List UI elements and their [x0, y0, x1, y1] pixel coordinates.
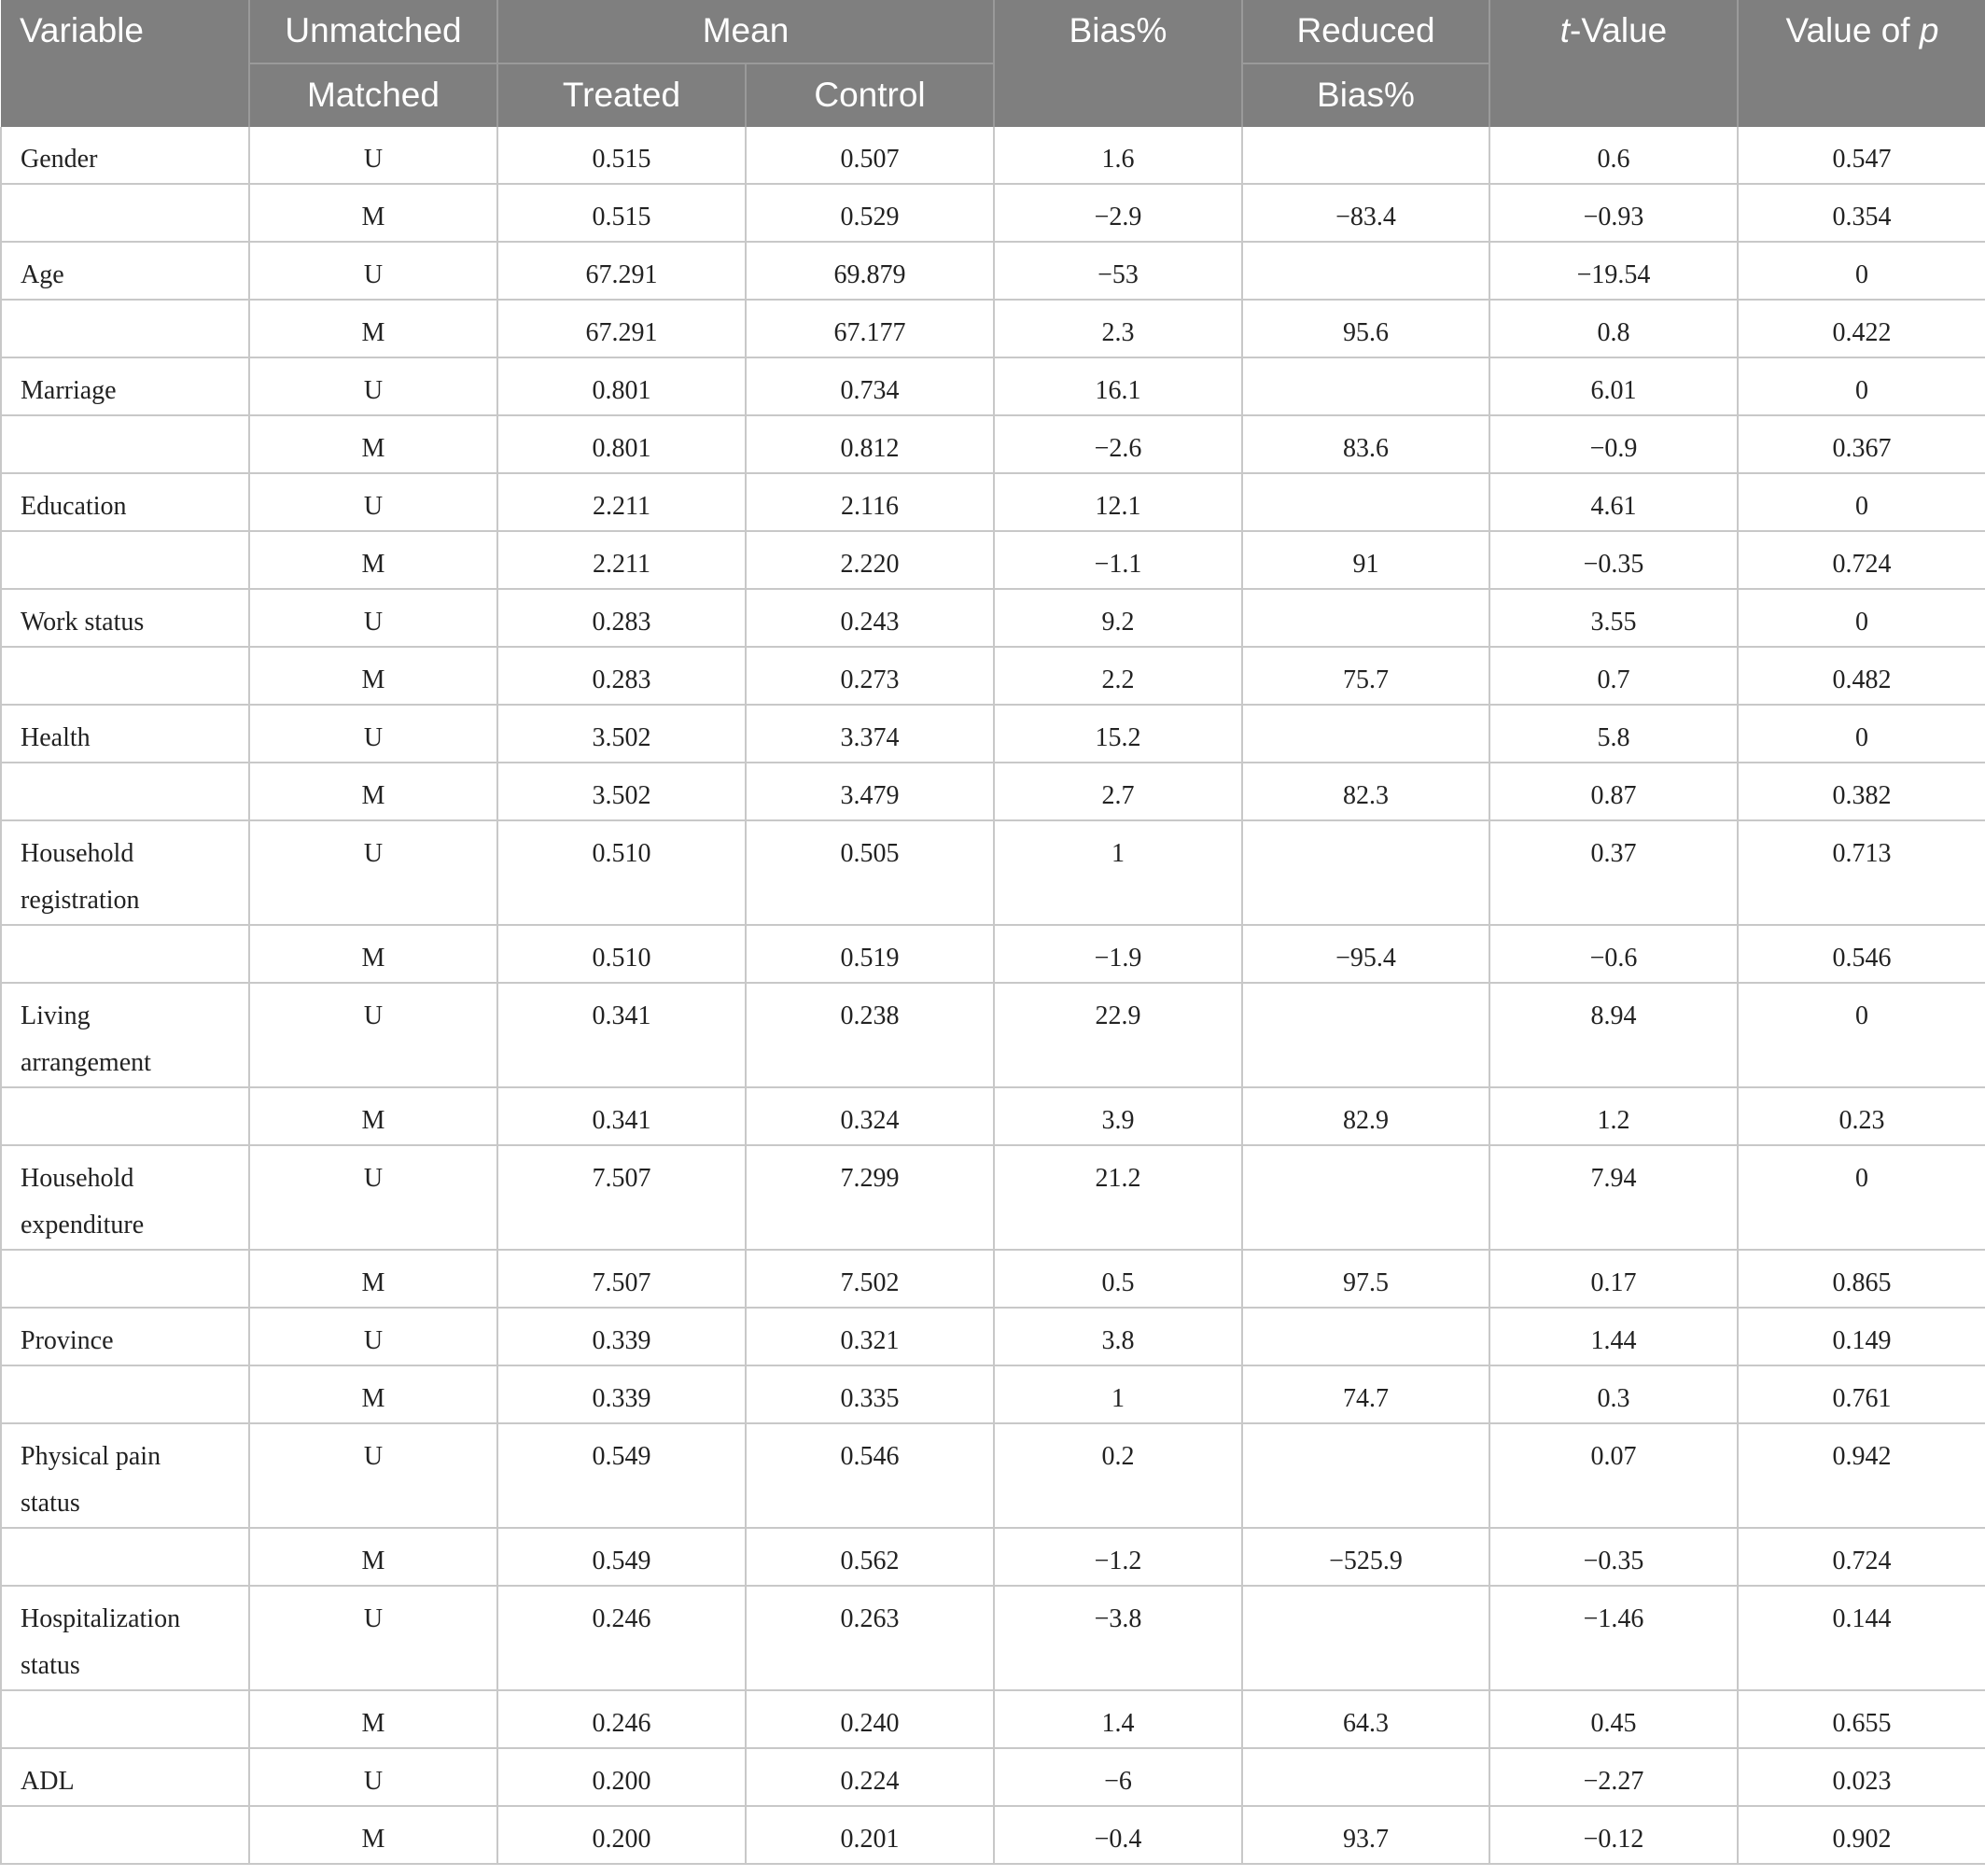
cell-control-mean: 0.201	[746, 1806, 994, 1864]
cell-treated-mean: 0.801	[497, 357, 746, 415]
cell-variable	[1, 589, 249, 647]
table-row	[1, 1528, 1985, 1586]
cell-variable	[1, 1308, 249, 1365]
cell-p-value: 0.367	[1738, 415, 1985, 473]
cell-p-value: 0.149	[1738, 1308, 1985, 1365]
variable-name: Work status	[21, 608, 145, 637]
table-row	[1, 1748, 1985, 1806]
cell-treated-mean: 0.339	[497, 1365, 746, 1423]
variable-name: Province	[21, 1326, 114, 1355]
table-row	[1, 1365, 1985, 1423]
cell-treated-mean: 0.515	[497, 127, 746, 184]
cell-unmatched-matched: U	[249, 705, 497, 763]
cell-treated-mean: 0.549	[497, 1528, 746, 1586]
cell-unmatched-matched: U	[249, 1145, 497, 1250]
cell-treated-mean: 3.502	[497, 763, 746, 820]
cell-t-value: 0.17	[1489, 1250, 1738, 1308]
cell-variable	[1, 1423, 249, 1528]
cell-control-mean: 0.546	[746, 1423, 994, 1528]
variable-name: Marriage	[21, 376, 117, 405]
cell-p-value: 0.713	[1738, 820, 1985, 925]
cell-treated-mean: 0.549	[497, 1423, 746, 1528]
cell-p-value: 0.724	[1738, 531, 1985, 589]
cell-unmatched-matched: U	[249, 983, 497, 1087]
cell-t-value: 5.8	[1489, 705, 1738, 763]
cell-variable	[1, 1365, 249, 1423]
cell-bias: −3.8	[994, 1586, 1242, 1690]
header-p-prefix: Value of	[1785, 11, 1920, 49]
cell-unmatched-matched: M	[249, 1250, 497, 1308]
cell-reduced-bias: 93.7	[1242, 1806, 1489, 1864]
cell-reduced-bias	[1242, 983, 1489, 1087]
cell-variable	[1, 184, 249, 242]
cell-treated-mean: 0.283	[497, 647, 746, 705]
variable-name-line2: expenditure	[21, 1211, 145, 1239]
variable-name: Household	[21, 1164, 134, 1193]
cell-reduced-bias: 64.3	[1242, 1690, 1489, 1748]
table-row	[1, 127, 1985, 184]
cell-bias: 0.5	[994, 1250, 1242, 1308]
table-row	[1, 242, 1985, 300]
cell-treated-mean: 0.283	[497, 589, 746, 647]
cell-unmatched-matched: U	[249, 242, 497, 300]
cell-variable	[1, 531, 249, 589]
cell-variable	[1, 1145, 249, 1250]
table-row	[1, 473, 1985, 531]
cell-bias: 3.8	[994, 1308, 1242, 1365]
header-control: Control	[746, 63, 994, 127]
cell-control-mean: 0.263	[746, 1586, 994, 1690]
cell-reduced-bias	[1242, 1423, 1489, 1528]
cell-control-mean: 2.116	[746, 473, 994, 531]
cell-unmatched-matched: U	[249, 1748, 497, 1806]
cell-treated-mean: 0.510	[497, 925, 746, 983]
cell-reduced-bias	[1242, 357, 1489, 415]
cell-t-value: −2.27	[1489, 1748, 1738, 1806]
variable-name: Household	[21, 839, 134, 868]
cell-variable	[1, 242, 249, 300]
cell-p-value: 0	[1738, 705, 1985, 763]
cell-bias: 21.2	[994, 1145, 1242, 1250]
cell-treated-mean: 0.246	[497, 1690, 746, 1748]
cell-treated-mean: 3.502	[497, 705, 746, 763]
cell-bias: 22.9	[994, 983, 1242, 1087]
cell-bias: 3.9	[994, 1087, 1242, 1145]
cell-p-value: 0.865	[1738, 1250, 1985, 1308]
cell-p-value: 0	[1738, 473, 1985, 531]
cell-bias: −0.4	[994, 1806, 1242, 1864]
cell-reduced-bias: 91	[1242, 531, 1489, 589]
cell-p-value: 0.482	[1738, 647, 1985, 705]
table-row	[1, 705, 1985, 763]
cell-unmatched-matched: U	[249, 589, 497, 647]
header-row-1	[1, 0, 1985, 63]
cell-treated-mean: 2.211	[497, 531, 746, 589]
cell-control-mean: 0.505	[746, 820, 994, 925]
cell-treated-mean: 0.339	[497, 1308, 746, 1365]
cell-unmatched-matched: M	[249, 531, 497, 589]
cell-unmatched-matched: M	[249, 415, 497, 473]
variable-name: Living	[21, 1001, 91, 1030]
cell-variable	[1, 127, 249, 184]
cell-control-mean: 0.224	[746, 1748, 994, 1806]
cell-control-mean: 0.243	[746, 589, 994, 647]
cell-bias: −6	[994, 1748, 1242, 1806]
cell-unmatched-matched: U	[249, 1308, 497, 1365]
header-treated: Treated	[497, 63, 746, 127]
cell-p-value: 0.382	[1738, 763, 1985, 820]
cell-bias: −1.2	[994, 1528, 1242, 1586]
cell-t-value: 0.07	[1489, 1423, 1738, 1528]
cell-p-value: 0.942	[1738, 1423, 1985, 1528]
cell-treated-mean: 7.507	[497, 1250, 746, 1308]
table-row	[1, 184, 1985, 242]
cell-unmatched-matched: U	[249, 473, 497, 531]
table-row	[1, 300, 1985, 357]
cell-bias: 1.6	[994, 127, 1242, 184]
cell-unmatched-matched: U	[249, 127, 497, 184]
cell-control-mean: 0.507	[746, 127, 994, 184]
table-row	[1, 589, 1985, 647]
cell-control-mean: 0.562	[746, 1528, 994, 1586]
cell-control-mean: 67.177	[746, 300, 994, 357]
variable-name-line2: arrangement	[21, 1048, 151, 1077]
table-row	[1, 357, 1985, 415]
cell-t-value: −0.93	[1489, 184, 1738, 242]
header-variable: Variable	[1, 0, 249, 127]
cell-control-mean: 0.240	[746, 1690, 994, 1748]
cell-reduced-bias: 95.6	[1242, 300, 1489, 357]
cell-treated-mean: 0.341	[497, 983, 746, 1087]
table-row	[1, 647, 1985, 705]
cell-control-mean: 0.273	[746, 647, 994, 705]
cell-reduced-bias: 74.7	[1242, 1365, 1489, 1423]
cell-p-value: 0	[1738, 357, 1985, 415]
cell-t-value: 3.55	[1489, 589, 1738, 647]
cell-t-value: 7.94	[1489, 1145, 1738, 1250]
cell-t-value: −0.35	[1489, 1528, 1738, 1586]
cell-control-mean: 0.734	[746, 357, 994, 415]
cell-bias: 2.7	[994, 763, 1242, 820]
variable-name: Education	[21, 492, 127, 521]
table-row	[1, 1087, 1985, 1145]
cell-p-value: 0.546	[1738, 925, 1985, 983]
variable-name: Hospitalization	[21, 1604, 181, 1633]
cell-bias: 9.2	[994, 589, 1242, 647]
cell-reduced-bias	[1242, 242, 1489, 300]
cell-p-value: 0.902	[1738, 1806, 1985, 1864]
cell-control-mean: 3.374	[746, 705, 994, 763]
cell-unmatched-matched: U	[249, 1423, 497, 1528]
table-body	[1, 127, 1985, 1864]
cell-treated-mean: 67.291	[497, 300, 746, 357]
cell-bias: −2.6	[994, 415, 1242, 473]
variable-name: Gender	[21, 145, 98, 174]
cell-reduced-bias	[1242, 1145, 1489, 1250]
cell-variable	[1, 357, 249, 415]
cell-unmatched-matched: U	[249, 820, 497, 925]
cell-bias: 12.1	[994, 473, 1242, 531]
header-p-italic: p	[1919, 11, 1939, 49]
cell-t-value: 0.7	[1489, 647, 1738, 705]
cell-p-value: 0	[1738, 1145, 1985, 1250]
cell-t-value: −1.46	[1489, 1586, 1738, 1690]
table-header	[1, 0, 1985, 127]
cell-bias: 16.1	[994, 357, 1242, 415]
table-row	[1, 531, 1985, 589]
cell-bias: 2.3	[994, 300, 1242, 357]
cell-bias: 0.2	[994, 1423, 1242, 1528]
variable-name: Physical pain	[21, 1442, 161, 1471]
cell-treated-mean: 7.507	[497, 1145, 746, 1250]
cell-t-value: 0.8	[1489, 300, 1738, 357]
cell-t-value: 0.45	[1489, 1690, 1738, 1748]
table-row	[1, 925, 1985, 983]
cell-control-mean: 69.879	[746, 242, 994, 300]
cell-reduced-bias	[1242, 1586, 1489, 1690]
cell-reduced-bias	[1242, 705, 1489, 763]
cell-p-value: 0.144	[1738, 1586, 1985, 1690]
variable-name: Health	[21, 723, 91, 752]
cell-reduced-bias: 82.9	[1242, 1087, 1489, 1145]
header-matched: Matched	[249, 63, 497, 127]
cell-control-mean: 0.321	[746, 1308, 994, 1365]
cell-p-value: 0.23	[1738, 1087, 1985, 1145]
header-t-rest: -Value	[1570, 11, 1668, 49]
cell-unmatched-matched: M	[249, 1087, 497, 1145]
cell-unmatched-matched: M	[249, 1528, 497, 1586]
cell-variable	[1, 763, 249, 820]
header-bias: Bias%	[994, 0, 1242, 127]
table-row	[1, 763, 1985, 820]
cell-control-mean: 0.335	[746, 1365, 994, 1423]
cell-unmatched-matched: M	[249, 1365, 497, 1423]
cell-t-value: 6.01	[1489, 357, 1738, 415]
cell-variable	[1, 983, 249, 1087]
cell-reduced-bias: 82.3	[1242, 763, 1489, 820]
cell-t-value: −0.12	[1489, 1806, 1738, 1864]
cell-variable	[1, 1748, 249, 1806]
cell-variable	[1, 1087, 249, 1145]
cell-control-mean: 0.238	[746, 983, 994, 1087]
cell-bias: −1.9	[994, 925, 1242, 983]
cell-unmatched-matched: M	[249, 925, 497, 983]
cell-t-value: 0.3	[1489, 1365, 1738, 1423]
variable-name: ADL	[21, 1767, 75, 1796]
cell-treated-mean: 0.341	[497, 1087, 746, 1145]
table-row	[1, 1690, 1985, 1748]
cell-bias: −53	[994, 242, 1242, 300]
cell-p-value: 0.724	[1738, 1528, 1985, 1586]
cell-t-value: 1.2	[1489, 1087, 1738, 1145]
header-p-value	[1738, 0, 1985, 127]
header-unmatched: Unmatched	[249, 0, 497, 63]
cell-reduced-bias	[1242, 127, 1489, 184]
header-reduced: Reduced	[1242, 0, 1489, 63]
cell-unmatched-matched: M	[249, 1690, 497, 1748]
cell-variable	[1, 820, 249, 925]
variable-name-line2: status	[21, 1651, 80, 1680]
header-reduced-bias: Bias%	[1242, 63, 1489, 127]
cell-t-value: 1.44	[1489, 1308, 1738, 1365]
cell-variable	[1, 705, 249, 763]
cell-bias: −1.1	[994, 531, 1242, 589]
variable-name: Age	[21, 260, 64, 289]
table-row	[1, 1586, 1985, 1690]
cell-variable	[1, 415, 249, 473]
cell-treated-mean: 0.515	[497, 184, 746, 242]
cell-reduced-bias	[1242, 473, 1489, 531]
table-row	[1, 1250, 1985, 1308]
cell-control-mean: 0.324	[746, 1087, 994, 1145]
cell-t-value: −0.6	[1489, 925, 1738, 983]
cell-t-value: 0.87	[1489, 763, 1738, 820]
cell-control-mean: 7.299	[746, 1145, 994, 1250]
cell-t-value: 0.6	[1489, 127, 1738, 184]
table-row	[1, 415, 1985, 473]
cell-variable	[1, 1586, 249, 1690]
cell-variable	[1, 1250, 249, 1308]
variable-name-line2: registration	[21, 886, 140, 915]
table-row	[1, 1806, 1985, 1864]
cell-p-value: 0	[1738, 242, 1985, 300]
cell-bias: 1	[994, 820, 1242, 925]
cell-variable	[1, 925, 249, 983]
cell-bias: 2.2	[994, 647, 1242, 705]
cell-unmatched-matched: M	[249, 1806, 497, 1864]
cell-t-value: −0.35	[1489, 531, 1738, 589]
variable-name-line2: status	[21, 1489, 80, 1518]
cell-control-mean: 0.529	[746, 184, 994, 242]
table-row	[1, 1145, 1985, 1250]
cell-t-value: −19.54	[1489, 242, 1738, 300]
cell-unmatched-matched: U	[249, 1586, 497, 1690]
cell-treated-mean: 0.200	[497, 1748, 746, 1806]
cell-bias: −2.9	[994, 184, 1242, 242]
cell-reduced-bias: −95.4	[1242, 925, 1489, 983]
cell-p-value: 0.354	[1738, 184, 1985, 242]
cell-treated-mean: 0.246	[497, 1586, 746, 1690]
cell-unmatched-matched: U	[249, 357, 497, 415]
cell-t-value: 4.61	[1489, 473, 1738, 531]
header-mean: Mean	[497, 0, 994, 63]
cell-unmatched-matched: M	[249, 763, 497, 820]
cell-bias: 15.2	[994, 705, 1242, 763]
cell-p-value: 0.547	[1738, 127, 1985, 184]
cell-variable	[1, 300, 249, 357]
table-row	[1, 1423, 1985, 1528]
cell-control-mean: 7.502	[746, 1250, 994, 1308]
cell-reduced-bias	[1242, 1748, 1489, 1806]
cell-t-value: 0.37	[1489, 820, 1738, 925]
cell-treated-mean: 67.291	[497, 242, 746, 300]
cell-treated-mean: 0.801	[497, 415, 746, 473]
cell-p-value: 0	[1738, 589, 1985, 647]
cell-unmatched-matched: M	[249, 184, 497, 242]
cell-p-value: 0.761	[1738, 1365, 1985, 1423]
cell-reduced-bias	[1242, 820, 1489, 925]
cell-variable	[1, 1806, 249, 1864]
cell-treated-mean: 2.211	[497, 473, 746, 531]
cell-reduced-bias	[1242, 589, 1489, 647]
cell-bias: 1.4	[994, 1690, 1242, 1748]
cell-reduced-bias	[1242, 1308, 1489, 1365]
cell-reduced-bias: 75.7	[1242, 647, 1489, 705]
cell-p-value: 0.023	[1738, 1748, 1985, 1806]
cell-p-value: 0.655	[1738, 1690, 1985, 1748]
table-row	[1, 1308, 1985, 1365]
cell-reduced-bias: 83.6	[1242, 415, 1489, 473]
table-row	[1, 983, 1985, 1087]
cell-p-value: 0	[1738, 983, 1985, 1087]
cell-reduced-bias: −525.9	[1242, 1528, 1489, 1586]
cell-bias: 1	[994, 1365, 1242, 1423]
table-row	[1, 820, 1985, 925]
cell-t-value: 8.94	[1489, 983, 1738, 1087]
cell-treated-mean: 0.510	[497, 820, 746, 925]
cell-control-mean: 0.519	[746, 925, 994, 983]
cell-reduced-bias: 97.5	[1242, 1250, 1489, 1308]
cell-variable	[1, 647, 249, 705]
cell-control-mean: 3.479	[746, 763, 994, 820]
cell-t-value: −0.9	[1489, 415, 1738, 473]
cell-treated-mean: 0.200	[497, 1806, 746, 1864]
header-t-italic: t	[1559, 11, 1571, 49]
cell-control-mean: 2.220	[746, 531, 994, 589]
cell-reduced-bias: −83.4	[1242, 184, 1489, 242]
cell-variable	[1, 473, 249, 531]
cell-variable	[1, 1528, 249, 1586]
cell-p-value: 0.422	[1738, 300, 1985, 357]
header-t-value	[1489, 0, 1738, 127]
cell-variable	[1, 1690, 249, 1748]
cell-unmatched-matched: M	[249, 647, 497, 705]
cell-unmatched-matched: M	[249, 300, 497, 357]
cell-control-mean: 0.812	[746, 415, 994, 473]
